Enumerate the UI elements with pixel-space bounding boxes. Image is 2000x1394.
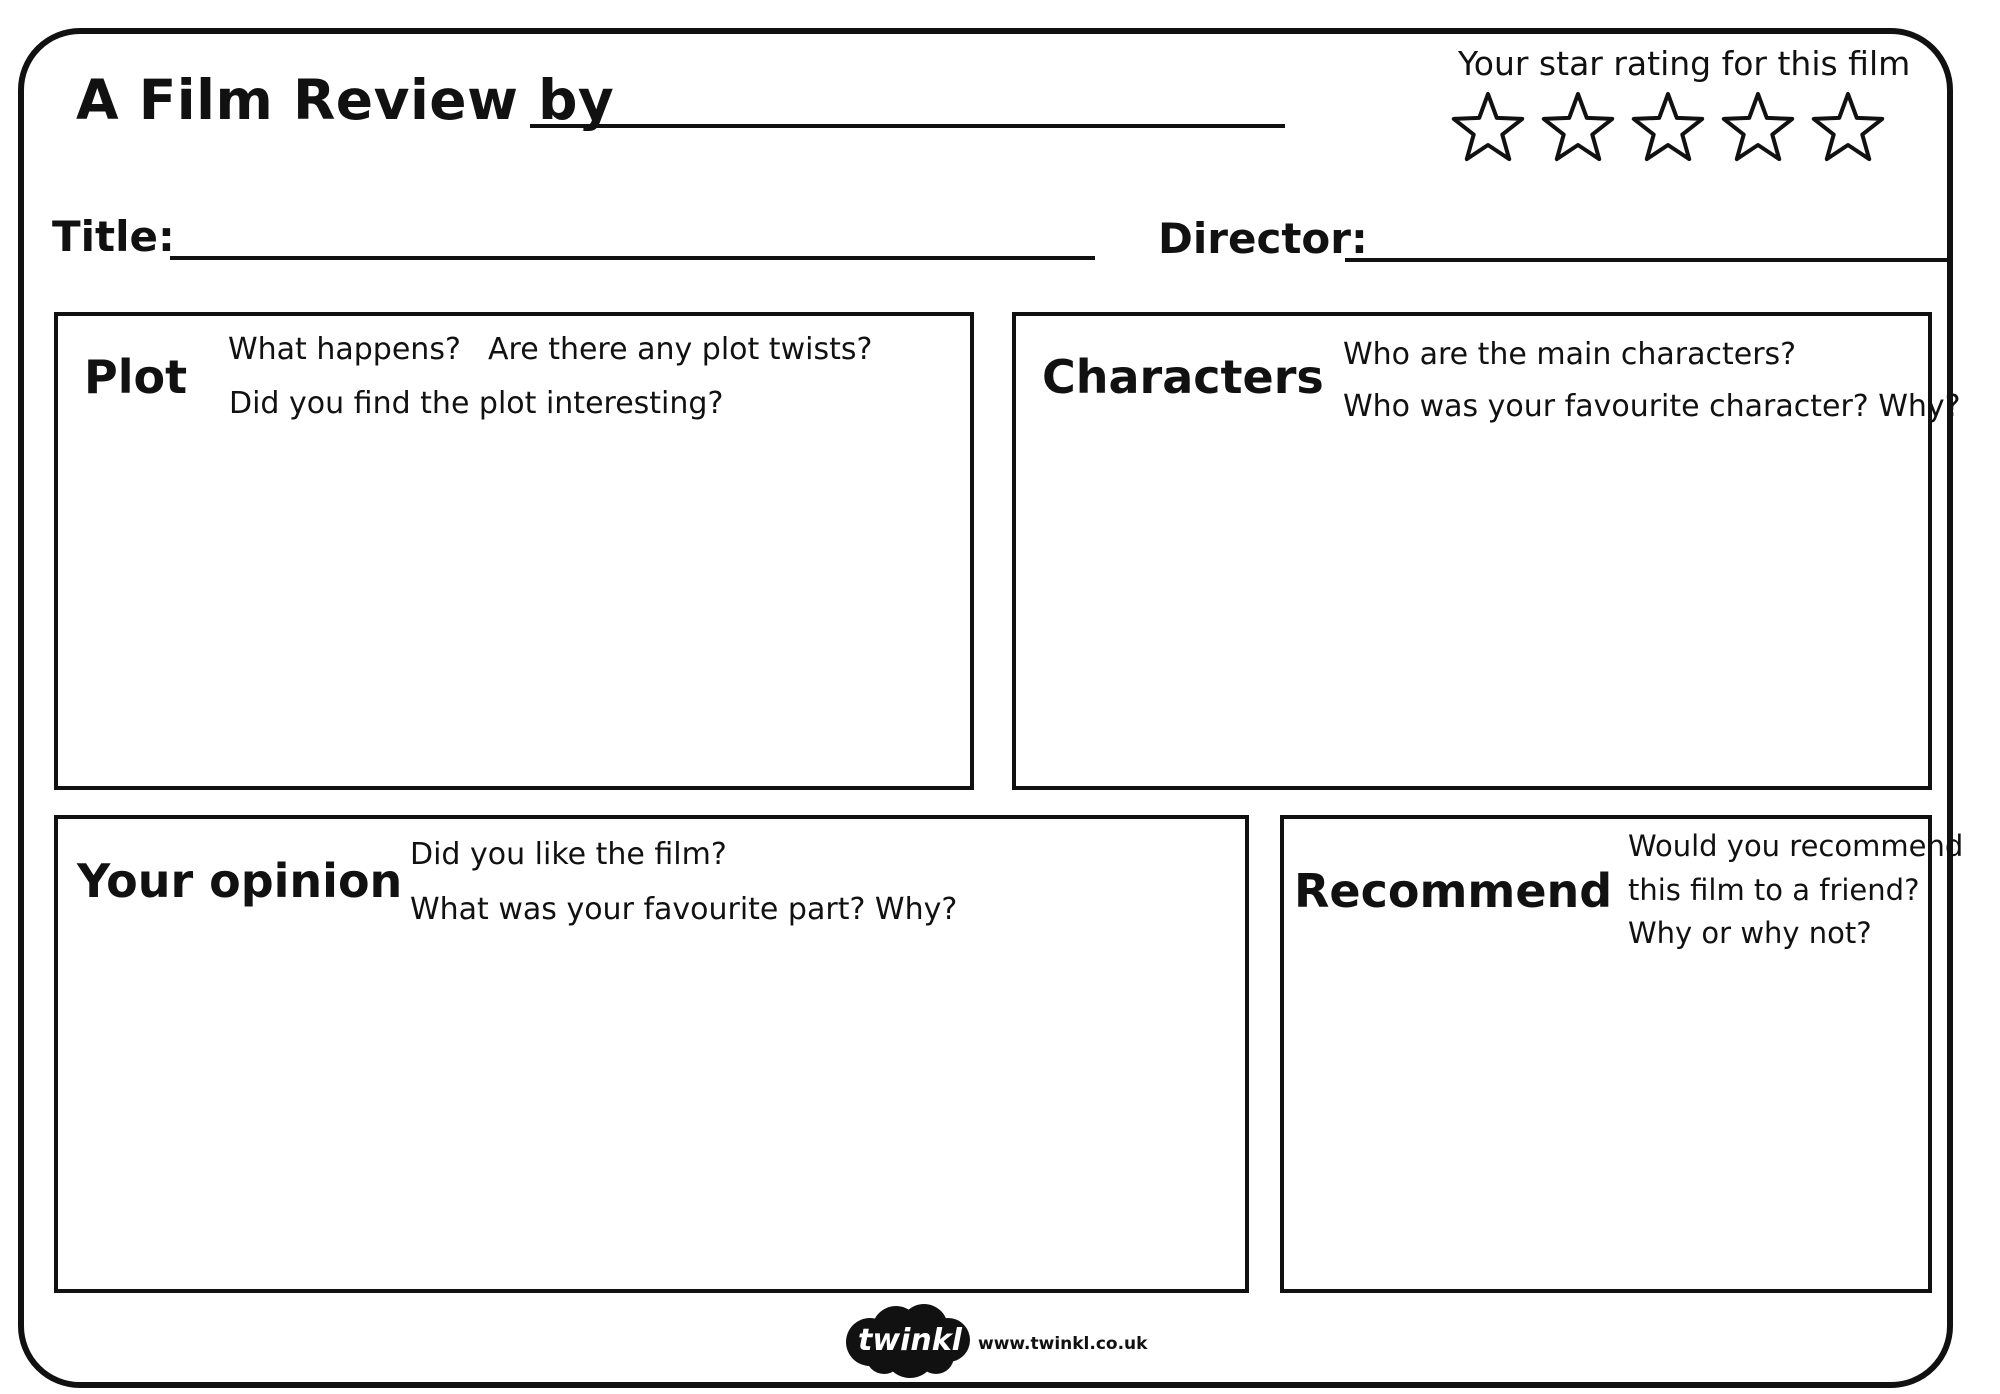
star-rating[interactable] xyxy=(1448,90,1888,166)
director-label: Director: xyxy=(1158,214,1368,263)
opinion-question: What was your favourite part? Why? xyxy=(410,892,958,927)
footer-url[interactable]: www.twinkl.co.uk xyxy=(978,1334,1148,1354)
star-icon[interactable] xyxy=(1814,94,1882,159)
opinion-question: Did you like the film? xyxy=(410,837,727,872)
plot-box[interactable] xyxy=(54,312,974,790)
recommend-question: Would you recommend xyxy=(1628,829,1964,863)
star-rating-label: Your star rating for this film xyxy=(1458,44,1911,83)
title-line[interactable] xyxy=(170,256,1095,260)
twinkl-logo-text: twinkl xyxy=(858,1323,962,1358)
star-icon[interactable] xyxy=(1724,94,1792,159)
star-icon[interactable] xyxy=(1544,94,1612,159)
reviewer-name-line[interactable] xyxy=(530,124,1285,128)
plot-title: Plot xyxy=(84,350,188,404)
plot-question: Are there any plot twists? xyxy=(488,332,873,367)
recommend-question: Why or why not? xyxy=(1628,916,1872,950)
recommend-question: this film to a friend? xyxy=(1628,873,1920,907)
opinion-title: Your opinion xyxy=(77,854,403,908)
star-icon[interactable] xyxy=(1454,94,1522,159)
characters-question: Who are the main characters? xyxy=(1343,337,1797,372)
plot-question: Did you find the plot interesting? xyxy=(229,386,724,421)
star-icon[interactable] xyxy=(1634,94,1702,159)
title-label: Title: xyxy=(52,212,175,261)
director-line[interactable] xyxy=(1345,258,1953,262)
characters-title: Characters xyxy=(1042,350,1324,404)
plot-question: What happens? xyxy=(228,332,461,367)
page-title: A Film Review by xyxy=(76,68,615,132)
characters-question: Who was your favourite character? Why? xyxy=(1343,389,1961,424)
recommend-title: Recommend xyxy=(1294,864,1613,918)
twinkl-logo xyxy=(844,1300,976,1380)
